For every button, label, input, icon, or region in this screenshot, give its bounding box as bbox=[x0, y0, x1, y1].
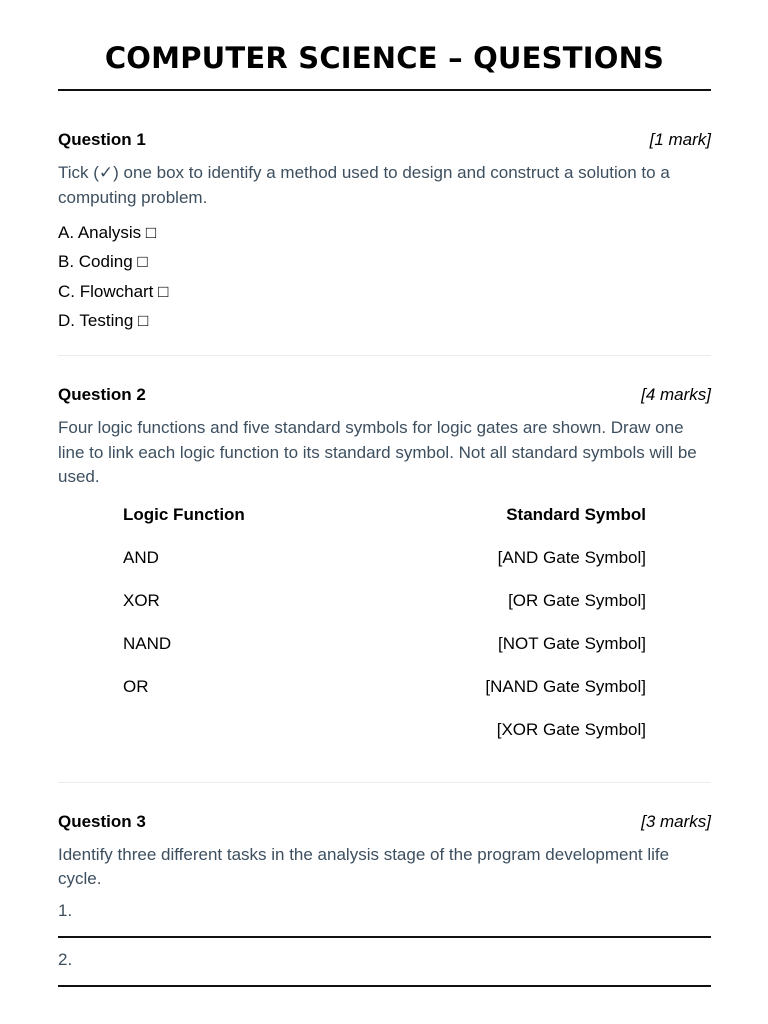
standard-symbol-cell[interactable]: [AND Gate Symbol] bbox=[497, 547, 646, 567]
question-3-marks: [3 marks] bbox=[641, 811, 711, 831]
standard-symbol-cell[interactable]: [OR Gate Symbol] bbox=[508, 590, 646, 610]
table-row bbox=[123, 633, 646, 676]
question-1-marks: [1 mark] bbox=[649, 130, 711, 149]
logic-matching-table bbox=[58, 504, 711, 762]
option-a-checkbox[interactable]: A. Analysis □ bbox=[58, 223, 157, 242]
table-header-row bbox=[123, 504, 646, 547]
question-3-label: Question 3 bbox=[58, 811, 146, 831]
standard-symbol-cell[interactable]: [NAND Gate Symbol] bbox=[485, 676, 646, 696]
logic-function-cell[interactable]: AND bbox=[123, 547, 159, 567]
table-row bbox=[123, 590, 646, 633]
question-3-text: Identify three different tasks in the analysis stage of the program development life cycle. bbox=[58, 844, 670, 889]
question-2-header bbox=[58, 384, 711, 406]
question-2-text: Four logic functions and five standard symbols for logic gates are shown. Draw one line to link each logic function to its standard symbol. Not all standard symbols will be used. bbox=[58, 418, 697, 487]
question-1-text: Tick (✓) one box to identify a method used to design and construct a solution to a computing problem. bbox=[58, 163, 670, 207]
answer-area bbox=[58, 900, 711, 987]
question-3-header bbox=[58, 811, 711, 833]
standard-symbol-cell[interactable]: [XOR Gate Symbol] bbox=[496, 719, 646, 739]
question-2-label: Question 2 bbox=[58, 385, 146, 405]
question-2-marks: [4 marks] bbox=[641, 385, 711, 405]
question-2 bbox=[58, 356, 711, 762]
table-row bbox=[123, 676, 646, 719]
logic-function-cell[interactable]: OR bbox=[123, 676, 149, 696]
answer-line-2[interactable] bbox=[58, 985, 711, 987]
option-b-checkbox[interactable]: B. Coding □ bbox=[58, 252, 148, 272]
option-c-checkbox[interactable]: C. Flowchart □ bbox=[58, 281, 169, 301]
column-header-standard-symbol: Standard Symbol bbox=[506, 504, 646, 524]
logic-function-cell[interactable]: XOR bbox=[123, 590, 160, 610]
column-header-logic-function: Logic Function bbox=[123, 504, 245, 524]
question-1-options bbox=[58, 218, 711, 335]
logic-function-cell[interactable]: NAND bbox=[123, 633, 172, 653]
option-d-checkbox[interactable]: D. Testing □ bbox=[58, 310, 149, 330]
question-1 bbox=[58, 91, 711, 335]
answer-number: 1. bbox=[58, 900, 73, 920]
table-row bbox=[123, 719, 646, 762]
standard-symbol-cell[interactable]: [NOT Gate Symbol] bbox=[497, 633, 646, 653]
page-title: COMPUTER SCIENCE – QUESTIONS bbox=[104, 41, 665, 75]
answer-number: 2. bbox=[58, 949, 73, 969]
answer-line-1[interactable] bbox=[58, 936, 711, 938]
exam-page bbox=[58, 0, 711, 998]
question-3 bbox=[58, 783, 711, 987]
table-row bbox=[123, 547, 646, 590]
question-1-header bbox=[58, 129, 711, 151]
question-1-label: Question 1 bbox=[58, 130, 146, 149]
